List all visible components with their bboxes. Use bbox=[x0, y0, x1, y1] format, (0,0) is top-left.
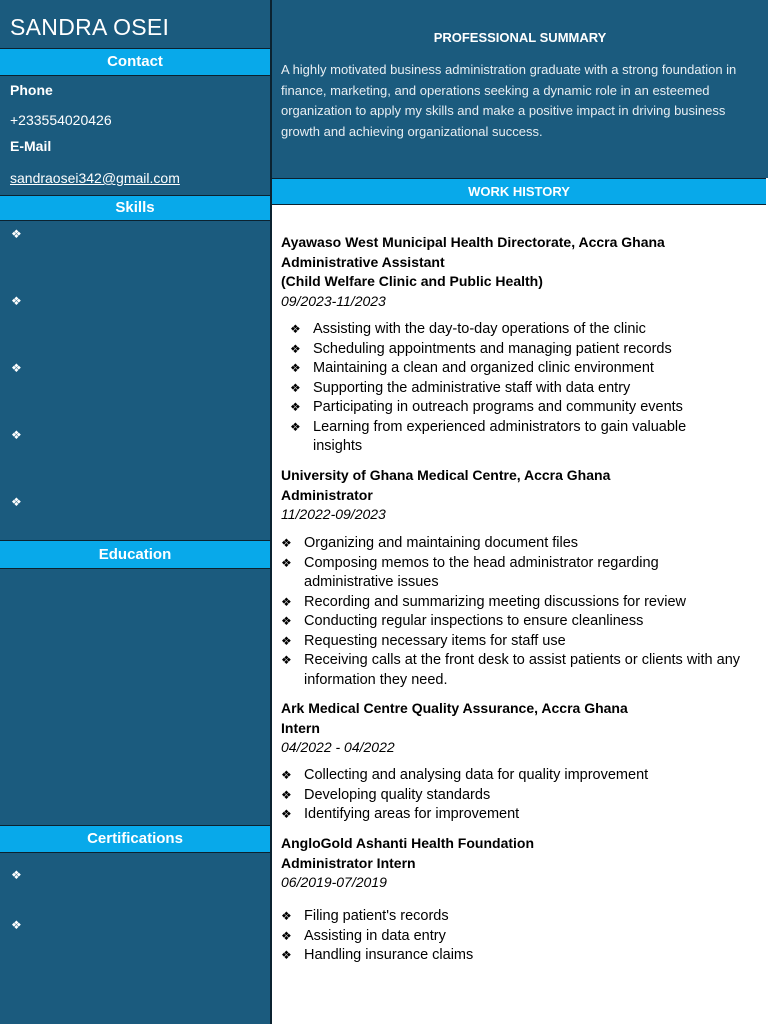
job-duties-list bbox=[290, 320, 730, 457]
certification-bullet-icon: ❖ bbox=[11, 918, 22, 932]
phone-label: Phone bbox=[10, 82, 53, 98]
phone-number: +233554020426 bbox=[10, 112, 112, 128]
education-section-title: Education bbox=[0, 540, 270, 569]
certifications-section-title: Certifications bbox=[0, 825, 270, 853]
job-organization: University of Ghana Medical Centre, Accra Ghana bbox=[281, 467, 611, 483]
job-entry bbox=[281, 834, 761, 893]
duty-item: ❖ Handling insurance claims bbox=[281, 946, 751, 966]
duty-item: ❖ Assisting in data entry bbox=[281, 927, 751, 947]
job-dates: 09/2023-11/2023 bbox=[281, 292, 386, 309]
job-duties-list bbox=[281, 766, 751, 825]
duty-item: ❖ Receiving calls at the front desk to assist patients or clients with any information they need. bbox=[281, 651, 751, 690]
job-entry bbox=[281, 699, 761, 758]
job-duties-list bbox=[281, 534, 751, 690]
job-duties-list bbox=[281, 907, 751, 966]
job-dates: 04/2022 - 04/2022 bbox=[281, 739, 395, 755]
contact-section-title: Contact bbox=[0, 48, 270, 76]
duty-item: ❖ Filing patient's records bbox=[281, 907, 751, 927]
skill-bullet-icon: ❖ bbox=[11, 495, 22, 509]
job-title: Administrator Intern bbox=[281, 854, 416, 871]
duty-item: ❖ Identifying areas for improvement bbox=[281, 805, 751, 825]
summary-text: A highly motivated business administration graduate with a strong foundation in finance, marketing, and operations seeking a dynamic role in an esteemed organization to apply my skills and make a positive impact in driving business growth and achieving organizational success. bbox=[281, 62, 737, 139]
duty-item: ❖ Participating in outreach programs and community events bbox=[290, 398, 730, 418]
duty-item: ❖ Supporting the administrative staff with data entry bbox=[290, 379, 730, 399]
duty-item: ❖ Organizing and maintaining document files bbox=[281, 534, 751, 554]
job-title: Administrator bbox=[281, 486, 373, 503]
job-dates: 06/2019-07/2019 bbox=[281, 874, 387, 890]
skill-bullet-icon: ❖ bbox=[11, 361, 22, 375]
duty-item: ❖ Requesting necessary items for staff use bbox=[281, 632, 751, 652]
job-title: Intern bbox=[281, 719, 320, 736]
email-label: E-Mail bbox=[10, 138, 52, 154]
job-entry bbox=[281, 233, 761, 311]
skills-section-title: Skills bbox=[0, 195, 270, 221]
duty-item: ❖ Developing quality standards bbox=[281, 786, 751, 806]
summary-heading: PROFESSIONAL SUMMARY bbox=[433, 30, 607, 45]
skill-bullet-icon: ❖ bbox=[11, 294, 22, 308]
duty-item: ❖ Collecting and analysing data for quality improvement bbox=[281, 766, 751, 786]
work-history-title: WORK HISTORY bbox=[272, 178, 766, 205]
duty-item: ❖ Assisting with the day-to-day operations of the clinic bbox=[290, 320, 730, 340]
job-organization: Ark Medical Centre Quality Assurance, Accra Ghana bbox=[281, 700, 628, 716]
job-dates: 11/2022-09/2023 bbox=[281, 506, 386, 522]
duty-item: ❖ Scheduling appointments and managing patient records bbox=[290, 340, 730, 360]
email-link[interactable]: sandraosei342@gmail.com bbox=[10, 170, 180, 186]
job-entry bbox=[281, 466, 761, 525]
duty-item: ❖ Learning from experienced administrators to gain valuable insights bbox=[290, 418, 730, 457]
duty-item: ❖ Maintaining a clean and organized clinic environment bbox=[290, 359, 730, 379]
job-title: Administrative Assistant bbox=[281, 253, 445, 270]
duty-item: ❖ Conducting regular inspections to ensure cleanliness bbox=[281, 612, 751, 632]
job-organization: AngloGold Ashanti Health Foundation bbox=[281, 835, 535, 851]
candidate-name: SANDRA OSEI bbox=[10, 14, 170, 40]
skill-bullet-icon: ❖ bbox=[11, 227, 22, 241]
duty-item: ❖ Recording and summarizing meeting discussions for review bbox=[281, 593, 751, 613]
certification-bullet-icon: ❖ bbox=[11, 868, 22, 882]
skill-bullet-icon: ❖ bbox=[11, 428, 22, 442]
duty-item: ❖ Composing memos to the head administrator regarding administrative issues bbox=[281, 554, 751, 593]
job-organization: Ayawaso West Municipal Health Directorate, Accra Ghana bbox=[281, 234, 665, 250]
job-subtitle: (Child Welfare Clinic and Public Health) bbox=[281, 273, 543, 289]
